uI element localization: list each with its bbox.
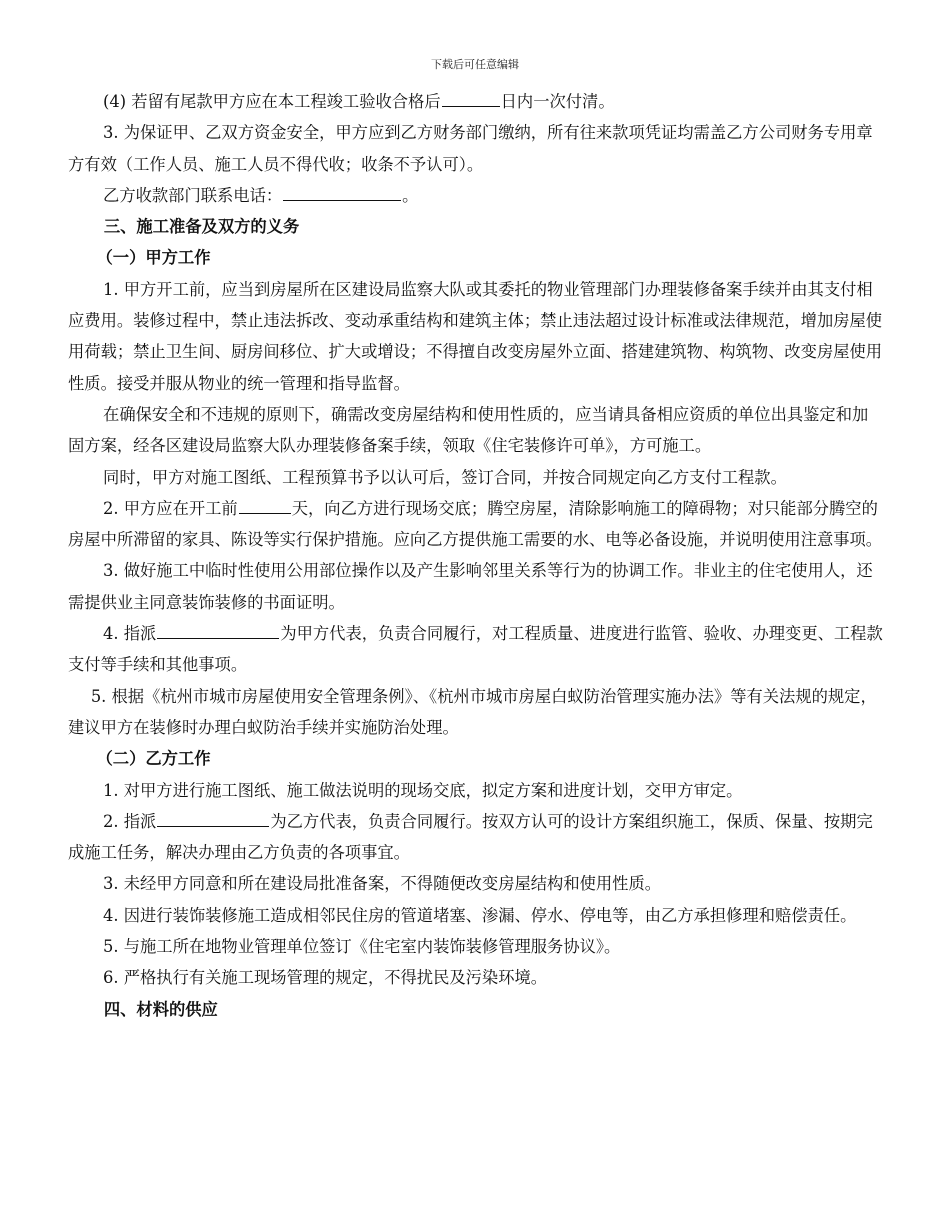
- party-a-item-4-text: 4. 指派: [103, 624, 157, 644]
- party-a-item-2: [68, 493, 883, 556]
- payment-dept-phone-blank: [283, 183, 401, 201]
- party-a-item-5: 5. 根据《杭州市城市房屋使用安全管理条例》、《杭州市城市房屋白蚁防治管理实施办法》等有关法规的规定，建议甲方在装修时办理白蚁防治手续并实施防治处理。: [68, 686, 877, 737]
- payment-dept-phone-end: 。: [402, 185, 419, 205]
- party-a-item-2-text: 2. 甲方应在开工前: [103, 498, 238, 518]
- party-b-item-2-text: 2. 指派: [103, 811, 157, 831]
- party-b-item-6: 6. 严格执行有关施工现场管理的规定，不得扰民及污染环境。: [103, 968, 548, 988]
- payment-dept-phone: [68, 180, 883, 211]
- fund-security-clause: 3. 为保证甲、乙双方资金安全，甲方应到乙方财务部门缴纳，所有往来款项凭证均需盖乙方公司财务专用章方有效（工作人员、施工人员不得代收；收条不予认可）。: [68, 123, 873, 174]
- party-a-item-1-paragraph-3: 同时，甲方对施工图纸、工程预算书予以认可后，签订合同，并按合同规定向乙方支付工程款。: [103, 467, 787, 487]
- party-a-item-1: 1. 甲方开工前，应当到房屋所在区建设局监察大队或其委托的物业管理部门办理装修备案手续并由其支付相应费用。装修过程中，禁止违法拆改、变动承重结构和建筑主体；禁止违法超过设计标准或法律规范，增加房屋使用荷载；禁止卫生间、厨房间移位、扩大或增设；不得擅自改变房屋外立面、搭建建筑物、构筑物、改变房屋使用性质。接受并服从物业的统一管理和指导监督。: [68, 279, 883, 393]
- section-heading-materials: 四、材料的供应: [103, 999, 218, 1019]
- party-b-item-3: 3. 未经甲方同意和所在建设局批准备案，不得随便改变房屋结构和使用性质。: [103, 874, 662, 894]
- party-b-item-4: 4. 因进行装饰装修施工造成相邻民住房的管道堵塞、渗漏、停水、停电等，由乙方承担修理和赔偿责任。: [103, 905, 857, 925]
- payment-dept-phone-label: 乙方收款部门联系电话：: [103, 185, 283, 205]
- party-a-item-3: 3. 做好施工中临时性使用公用部位操作以及产生影响邻里关系等行为的协调工作。非业主的住宅使用人，还需提供业主同意装饰装修的书面证明。: [68, 561, 873, 612]
- party-a-item-2-text-end: 天，向乙方进行现场交底；腾空房屋，清除影响施工的障碍物；对只能部分腾空的房屋中所滞留的家具、陈设等实行保护措施。应向乙方提供施工需要的水、电等必备设施，并说明使用注意事项。: [68, 498, 883, 550]
- party-b-item-1: 1. 对甲方进行施工图纸、施工做法说明的现场交底，拟定方案和进度计划，交甲方审定。: [103, 780, 743, 800]
- party-a-item-4: [68, 618, 883, 681]
- final-payment-text: (4) 若留有尾款甲方应在本工程竣工验收合格后: [103, 92, 441, 111]
- party-b-representative-blank: [157, 809, 269, 827]
- party-b-item-2: [68, 806, 883, 869]
- page-header-note: 下载后可任意编辑: [431, 58, 519, 71]
- party-b-item-5: 5. 与施工所在地物业管理单位签订《住宅室内装饰装修管理服务协议》。: [103, 937, 621, 957]
- party-a-item-4-text-end: 为甲方代表，负责合同履行，对工程质量、进度进行监管、验收、办理变更、工程款支付等手续和其他事项。: [68, 624, 883, 675]
- subheading-party-a: （一）甲方工作: [96, 248, 211, 268]
- party-a-representative-blank: [157, 621, 279, 639]
- final-payment-text-end: 日内一次付清。: [500, 92, 615, 111]
- subheading-party-b: （二）乙方工作: [96, 749, 211, 769]
- contract-body: [68, 86, 883, 1025]
- section-heading-obligations: 三、施工准备及双方的义务: [103, 217, 300, 237]
- final-payment-clause: [68, 86, 883, 117]
- party-b-item-2-text-end: 为乙方代表，负责合同履行。按双方认可的设计方案组织施工，保质、保量、按期完成施工任务，解决办理由乙方负责的各项事宜。: [68, 811, 873, 863]
- final-payment-days-blank: [442, 89, 500, 107]
- party-a-item-1-paragraph-2: 在确保安全和不违规的原则下，确需改变房屋结构和使用性质的，应当请具备相应资质的单位出具鉴定和加固方案，经各区建设局监察大队办理装修备案手续，领取《住宅装修许可单》，方可施工。: [68, 404, 869, 456]
- handover-days-blank: [239, 496, 291, 514]
